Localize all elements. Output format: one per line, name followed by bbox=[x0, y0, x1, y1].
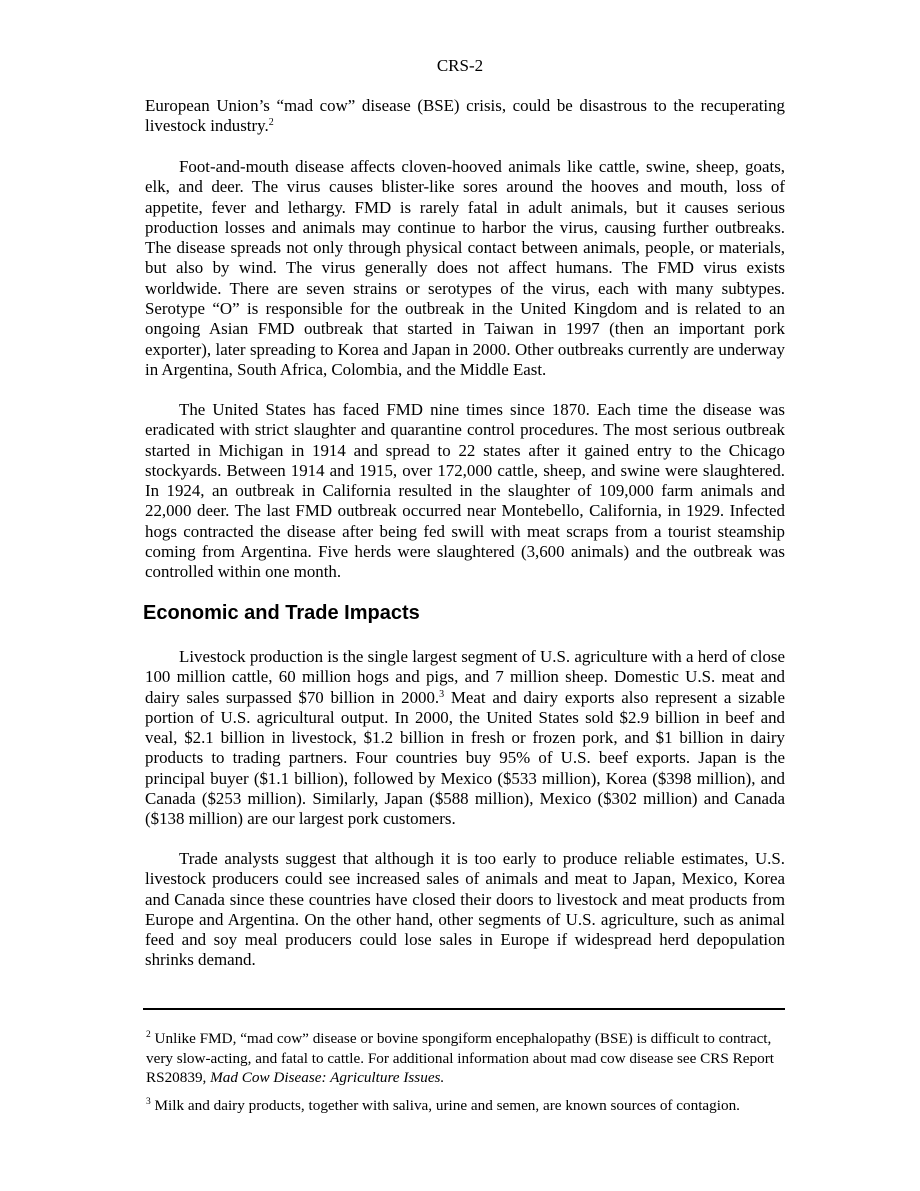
paragraph: The United States has faced FMD nine times since 1870. Each time the disease was eradicated with strict slaughter and quarantine control procedures. The most serious outbreak started in Michigan in 1914 and spread to 22 states after it gained entry to the Chicago stockyards. Between 1914 and 1915, over 172,000 cattle, sheep, and swine were slaughtered. In 1924, an outbreak in California resulted in the slaughter of 109,000 farm animals and 22,000 deer. The last FMD outbreak occurred near Montebello, California, in 1929. Infected hogs contracted the disease after being fed swill with meat scraps from a tourist steamship coming from Argentina. Five herds were slaughtered (3,600 animals) and the outbreak was controlled within one month. bbox=[145, 400, 785, 582]
footnote-number: 2 bbox=[146, 1030, 151, 1040]
report-title: Mad Cow Disease: Agriculture Issues. bbox=[210, 1069, 445, 1087]
footnote-2 bbox=[146, 1029, 780, 1088]
paragraph: Foot-and-mouth disease affects cloven-hooved animals like cattle, swine, sheep, goats, elk, and deer. The virus causes blister-like sores around the hooves and mouth, loss of appetite, fever and lethargy. FMD is rarely fatal in adult animals, but it causes serious production losses and animals may continue to harbor the virus, causing further outbreaks. The disease spreads not only through physical contact between animals, people, or materials, but also by wind. The virus generally does not affect humans. The FMD virus exists worldwide. There are seven strains or serotypes of the virus, each with many subtypes. Serotype “O” is responsible for the outbreak in the United Kingdom and is related to an ongoing Asian FMD outbreak that started in Taiwan in 1997 (then an important pork exporter), later spreading to Korea and Japan in 2000. Other outbreaks currently are underway in Argentina, South Africa, Colombia, and the Middle East. bbox=[145, 157, 785, 379]
page-header: CRS-2 bbox=[436, 56, 484, 75]
paragraph-text: European Union’s “mad cow” disease (BSE) crisis, could be disastrous to the recuperating livestock industry. bbox=[145, 96, 785, 136]
paragraph-trade-analysts bbox=[145, 849, 785, 971]
footnote-number: 3 bbox=[146, 1097, 151, 1107]
paragraph-continuation bbox=[145, 96, 785, 137]
footnote-divider bbox=[143, 1008, 785, 1010]
paragraph-text: Livestock production is the single largest segment of U.S. agriculture with a herd of close 100 million cattle, 60 million hogs and pigs, and 7 million sheep. Domestic U.S. meat and dairy sales surpassed $70 billion in 2000. bbox=[145, 647, 785, 707]
footnote-text: Unlike FMD, “mad cow” disease or bovine spongiform encephalopathy (BSE) is difficult to contract, very slow-acting, and fatal to cattle. For additional information about mad cow disease see CRS Report RS20839, bbox=[146, 1030, 775, 1087]
paragraph-livestock-production bbox=[145, 647, 785, 830]
paragraph bbox=[145, 96, 785, 137]
paragraph-fmd-description bbox=[145, 157, 785, 380]
paragraph: Trade analysts suggest that although it is too early to produce reliable estimates, U.S. livestock producers could see increased sales of animals and meat to Japan, Mexico, Korea and Canada since these countries have closed their doors to livestock and meat products from Europe and Argentina. On the other hand, other segments of U.S. agriculture, such as animal feed and soy meal producers could lose sales in Europe if widespread herd depopulation shrinks demand. bbox=[145, 849, 785, 970]
footnote-ref[interactable]: 2 bbox=[268, 117, 274, 129]
paragraph bbox=[145, 647, 785, 830]
paragraph-text: Meat and dairy exports also represent a sizable portion of U.S. agricultural output. In 2000, the United States sold $2.9 billion in beef and veal, $2.1 billion in livestock, $1.2 billion in fresh or frozen pork, and $1 billion in dairy products to trading partners. Four countries buy 95% of U.S. beef exports. Japan is the principal buyer ($1.1 billion), followed by Mexico ($533 million), Korea ($398 million), and Canada ($253 million). Similarly, Japan ($588 million), Mexico ($302 million) and Canada ($138 million) are our largest pork customers. bbox=[145, 687, 785, 829]
paragraph-us-history bbox=[145, 400, 785, 583]
footnote-text: Milk and dairy products, together with saliva, urine and semen, are known sources of contagion. bbox=[150, 1097, 740, 1114]
footnote-ref[interactable]: 3 bbox=[439, 688, 445, 700]
footnote-3 bbox=[146, 1096, 780, 1116]
section-heading: Economic and Trade Impacts bbox=[143, 602, 420, 624]
